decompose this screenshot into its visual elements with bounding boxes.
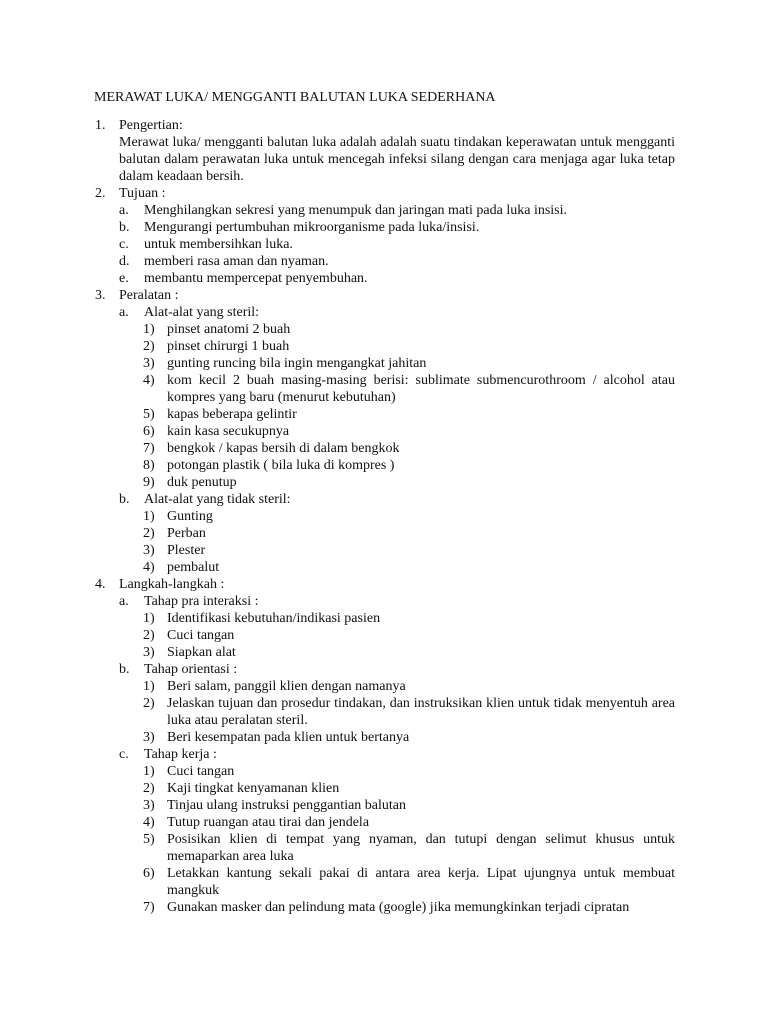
list-number: 4.	[95, 577, 106, 592]
list-item	[95, 542, 675, 559]
list-number: 1)	[143, 611, 155, 626]
list-number: 2)	[143, 696, 155, 711]
list-item	[95, 797, 675, 814]
list-item	[95, 372, 675, 406]
list-text: Menghilangkan sekresi yang menumpuk dan jaringan mati pada luka insisi.	[144, 203, 568, 218]
list-text: Peralatan :	[119, 288, 179, 303]
list-item	[95, 321, 675, 338]
list-text: kain kasa secukupnya	[167, 424, 290, 439]
list-text: Jelaskan tujuan dan prosedur tindakan, dan instruksikan klien untuk tidak menyentuh area luka atau peralatan steril.	[167, 696, 675, 728]
list-item	[95, 406, 675, 423]
list-text: bengkok / kapas bersih di dalam bengkok	[167, 441, 400, 456]
list-number: 3)	[143, 543, 155, 558]
list-item	[95, 253, 675, 270]
list-item	[95, 474, 675, 491]
list-item	[95, 831, 675, 865]
list-item	[95, 763, 675, 780]
list-number: 2)	[143, 628, 155, 643]
list-number: 4)	[143, 373, 155, 388]
list-text: Alat-alat yang steril:	[144, 305, 260, 320]
list-number: e.	[119, 271, 129, 286]
list-number: 3.	[95, 288, 106, 303]
list-number: 7)	[143, 900, 155, 915]
list-text: Alat-alat yang tidak steril:	[144, 492, 291, 507]
list-text: Tahap pra interaksi :	[144, 594, 259, 609]
list-item	[95, 202, 675, 219]
list-item	[95, 287, 675, 304]
list-number: 7)	[143, 441, 155, 456]
list-number: 5)	[143, 832, 155, 847]
list-text: potongan plastik ( bila luka di kompres )	[167, 458, 395, 473]
list-item	[95, 729, 675, 746]
list-item	[95, 457, 675, 474]
list-text: Perban	[167, 526, 206, 541]
list-text: Tahap kerja :	[144, 747, 217, 762]
list-item	[95, 355, 675, 372]
list-text: Kaji tingkat kenyamanan klien	[167, 781, 340, 796]
list-text: Tinjau ulang instruksi penggantian balutan	[167, 798, 407, 813]
list-item	[95, 695, 675, 729]
list-item	[95, 440, 675, 457]
list-text: Tahap orientasi :	[144, 662, 238, 677]
list-item	[95, 304, 675, 321]
list-number: b.	[119, 220, 130, 235]
list-text: Letakkan kantung sekali pakai di antara area kerja. Lipat ujungnya untuk membuat mangkuk	[167, 866, 675, 898]
list-item	[95, 610, 675, 627]
list-number: 3)	[143, 730, 155, 745]
list-item	[95, 117, 675, 134]
list-text: Gunakan masker dan pelindung mata (google) jika memungkinkan terjadi cipratan	[167, 900, 630, 915]
list-text: pembalut	[167, 560, 220, 575]
list-text: duk penutup	[167, 475, 237, 490]
list-item	[95, 644, 675, 661]
list-text: Pengertian:	[119, 118, 183, 133]
list-text: pinset chirurgi 1 buah	[167, 339, 290, 354]
list-item	[95, 899, 675, 916]
list-item	[95, 525, 675, 542]
list-number: b.	[119, 662, 130, 677]
list-item	[95, 746, 675, 763]
list-text: pinset anatomi 2 buah	[167, 322, 291, 337]
list-text: Tujuan :	[119, 186, 166, 201]
list-number: 2)	[143, 781, 155, 796]
list-item	[95, 236, 675, 253]
list-text: gunting runcing bila ingin mengangkat jahitan	[167, 356, 427, 371]
list-number: d.	[119, 254, 130, 269]
list-text: Posisikan klien di tempat yang nyaman, dan tutupi dengan selimut khusus untuk memaparkan area luka	[167, 832, 675, 864]
list-item	[95, 338, 675, 355]
list-number: 4)	[143, 815, 155, 830]
list-number: c.	[119, 747, 129, 762]
list-number: 3)	[143, 798, 155, 813]
list-number: c.	[119, 237, 129, 252]
list-text: membantu mempercepat penyembuhan.	[144, 271, 368, 286]
list-number: 4)	[143, 560, 155, 575]
list-number: a.	[119, 594, 129, 609]
list-item	[95, 627, 675, 644]
list-item	[95, 508, 675, 525]
list-item	[95, 576, 675, 593]
list-text: Cuci tangan	[167, 764, 235, 779]
list-number: 8)	[143, 458, 155, 473]
list-item	[95, 491, 675, 508]
list-number: 6)	[143, 424, 155, 439]
list-text: kom kecil 2 buah masing-masing berisi: sublimate submencurothroom / alcohol atau kompres yang baru (menurut kebutuhan)	[167, 373, 675, 405]
list-item	[95, 423, 675, 440]
list-text: kapas beberapa gelintir	[167, 407, 297, 422]
list-item	[95, 661, 675, 678]
list-text: Identifikasi kebutuhan/indikasi pasien	[167, 611, 381, 626]
list-item	[95, 559, 675, 576]
list-number: 3)	[143, 356, 155, 371]
list-text: Tutup ruangan atau tirai dan jendela	[167, 815, 370, 830]
list-number: b.	[119, 492, 130, 507]
list-text: untuk membersihkan luka.	[144, 237, 293, 252]
list-number: 1)	[143, 322, 155, 337]
list-text: memberi rasa aman dan nyaman.	[144, 254, 329, 269]
list-text: Beri salam, panggil klien dengan namanya	[167, 679, 406, 694]
list-number: 5)	[143, 407, 155, 422]
list-number: 1.	[95, 118, 106, 133]
list-number: 1)	[143, 509, 155, 524]
list-item	[95, 270, 675, 287]
list-text: Plester	[167, 543, 206, 558]
list-number: 1)	[143, 764, 155, 779]
list-number: 3)	[143, 645, 155, 660]
document-title: MERAWAT LUKA/ MENGGANTI BALUTAN LUKA SEDERHANA	[94, 90, 496, 105]
list-text: Siapkan alat	[167, 645, 236, 660]
list-number: 2)	[143, 526, 155, 541]
list-text: Cuci tangan	[167, 628, 235, 643]
list-item	[95, 678, 675, 695]
list-number: 1)	[143, 679, 155, 694]
list-text: Mengurangi pertumbuhan mikroorganisme pada luka/insisi.	[144, 220, 480, 235]
list-item	[95, 593, 675, 610]
list-number: a.	[119, 203, 129, 218]
list-number: 2.	[95, 186, 106, 201]
list-number: a.	[119, 305, 129, 320]
list-text: Langkah-langkah :	[119, 577, 225, 592]
list-item	[95, 185, 675, 202]
list-item	[95, 780, 675, 797]
list-number: 6)	[143, 866, 155, 881]
document-body	[95, 117, 675, 916]
list-number: 2)	[143, 339, 155, 354]
list-text: Gunting	[167, 509, 213, 524]
list-item	[95, 865, 675, 899]
list-text: Beri kesempatan pada klien untuk bertanya	[167, 730, 410, 745]
paragraph: Merawat luka/ mengganti balutan luka adalah adalah suatu tindakan keperawatan untuk mengganti balutan dalam perawatan luka untuk mencegah infeksi silang dengan cara menjaga agar luka tetap dalam keadaan bersih.	[119, 135, 675, 184]
list-item	[95, 219, 675, 236]
list-item	[95, 814, 675, 831]
list-number: 9)	[143, 475, 155, 490]
